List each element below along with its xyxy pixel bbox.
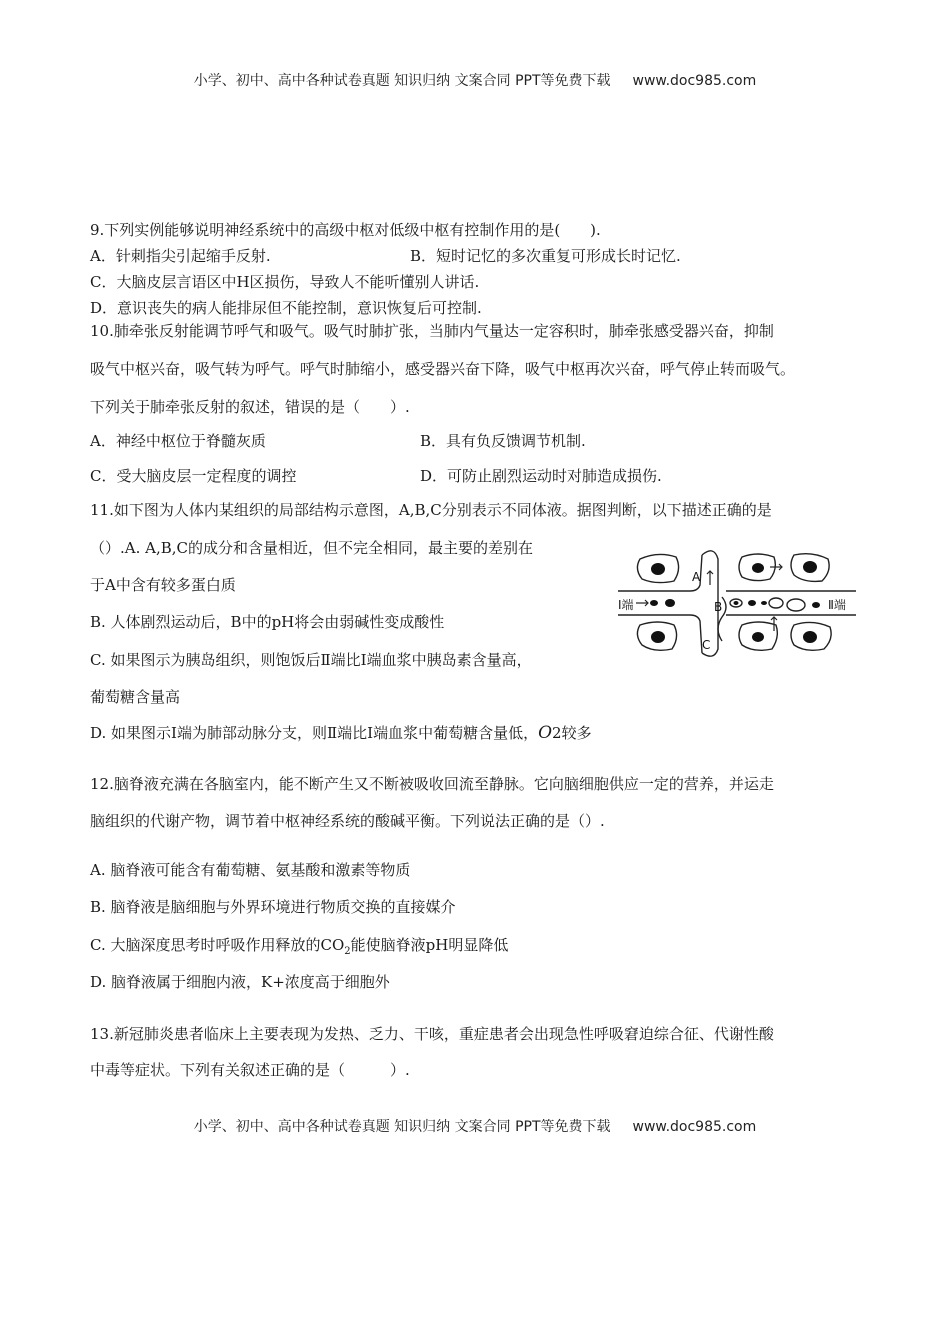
- o2-subscript: 2: [552, 724, 562, 742]
- q10-options-cd: [90, 466, 890, 486]
- q10-option-c: C．受大脑皮层一定程度的调控: [90, 467, 297, 485]
- co2-subscript: 2: [344, 946, 351, 957]
- q12-option-b: B. 脑脊液是脑细胞与外界环境进行物质交换的直接媒介: [90, 898, 456, 916]
- q12-stem-line2: 脑组织的代谢产物，调节着中枢神经系统的酸碱平衡。下列说法正确的是（）.: [90, 812, 605, 830]
- q10-option-b: B．具有负反馈调节机制.: [420, 432, 586, 450]
- q11-option-b: B. 人体剧烈运动后，B中的pH将会由弱碱性变成酸性: [90, 613, 445, 631]
- q12-option-c-end: 能使脑脊液pH明显降低: [350, 936, 509, 954]
- q10-stem-line2: 吸气中枢兴奋，吸气转为呼气。呼气时肺缩小，感受器兴奋下降，吸气中枢再次兴奋，呼气停止转而吸气。: [90, 360, 796, 378]
- q9-option-d: D．意识丧失的病人能排尿但不能控制，意识恢复后可控制.: [90, 299, 482, 317]
- header-url[interactable]: www.doc985.com: [632, 73, 757, 89]
- q11-stem-line1: 11.如下图为人体内某组织的局部结构示意图，A,B,C分别表示不同体液。据图判断，以下描述正确的是: [90, 501, 772, 519]
- q12-option-a: A. 脑脊液可能含有葡萄糖、氨基酸和激素等物质: [90, 861, 411, 879]
- label-left-end: Ⅰ端: [618, 598, 634, 612]
- q11-option-d-end: 较多: [561, 724, 592, 742]
- q10-stem-line1: 10.肺牵张反射能调节呼气和吸气。吸气时肺扩张，当肺内气量达一定容积时，肺牵张感受器兴奋，抑制: [90, 322, 774, 340]
- footer-url[interactable]: www.doc985.com: [632, 1119, 757, 1135]
- label-a: A: [692, 570, 701, 584]
- page-header: [0, 70, 950, 90]
- q12-option-d: D. 脑脊液属于细胞内液，K+浓度高于细胞外: [90, 973, 390, 991]
- q9-stem: 9.下列实例能够说明神经系统中的高级中枢对低级中枢有控制作用的是( ).: [90, 221, 601, 239]
- header-text: 小学、初中、高中各种试卷真题 知识归纳 文案合同 PPT等免费下载: [193, 73, 611, 89]
- o2-symbol: O: [538, 723, 553, 743]
- q10-option-d: D．可防止剧烈运动时对肺造成损伤.: [420, 467, 662, 485]
- q9-options-ab: [90, 246, 890, 266]
- q11-stem-line2: （）.A. A,B,C的成分和含量相近，但不完全相同，最主要的差别在: [90, 539, 534, 557]
- footer-text: 小学、初中、高中各种试卷真题 知识归纳 文案合同 PPT等免费下载: [193, 1119, 611, 1135]
- q9-option-a: A．针刺指尖引起缩手反射.: [90, 247, 271, 265]
- tissue-diagram: [618, 545, 856, 663]
- q9-option-c: C．大脑皮层言语区中H区损伤，导致人不能听懂别人讲话.: [90, 273, 480, 291]
- page-footer: [0, 1116, 950, 1136]
- q11-option-d-text: D. 如果图示Ⅰ端为肺部动脉分支，则Ⅱ端比Ⅰ端血浆中葡萄糖含量低，: [90, 724, 539, 742]
- q10-options-ab: [90, 431, 890, 451]
- q12-option-c-text: C. 大脑深度思考时呼吸作用释放的CO: [90, 936, 345, 954]
- q13-stem-line1: 13.新冠肺炎患者临床上主要表现为发热、乏力、干咳，重症患者会出现急性呼吸窘迫综合征、代谢性酸: [90, 1025, 774, 1043]
- q11-option-c-line1: C. 如果图示为胰岛组织，则饱饭后Ⅱ端比Ⅰ端血浆中胰岛素含量高，: [90, 651, 532, 669]
- label-c: C: [702, 638, 711, 652]
- q9-option-b: B．短时记忆的多次重复可形成长时记忆.: [410, 247, 681, 265]
- q11-option-d: [90, 723, 592, 743]
- q10-stem-line3: 下列关于肺牵张反射的叙述，错误的是（ ）.: [90, 398, 410, 416]
- q11-stem-line3: 于A中含有较多蛋白质: [90, 576, 236, 594]
- q10-option-a: A．神经中枢位于脊髓灰质: [90, 432, 266, 450]
- q12-option-c: [90, 935, 508, 962]
- label-right-end: Ⅱ端: [828, 598, 846, 612]
- q11-option-c-line2: 葡萄糖含量高: [90, 688, 181, 706]
- q12-stem-line1: 12.脑脊液充满在各脑室内，能不断产生又不断被吸收回流至静脉。它向脑细胞供应一定的营养，并运走: [90, 775, 774, 793]
- label-b: B: [714, 600, 723, 614]
- q13-stem-line2: 中毒等症状。下列有关叙述正确的是（ ）.: [90, 1061, 410, 1079]
